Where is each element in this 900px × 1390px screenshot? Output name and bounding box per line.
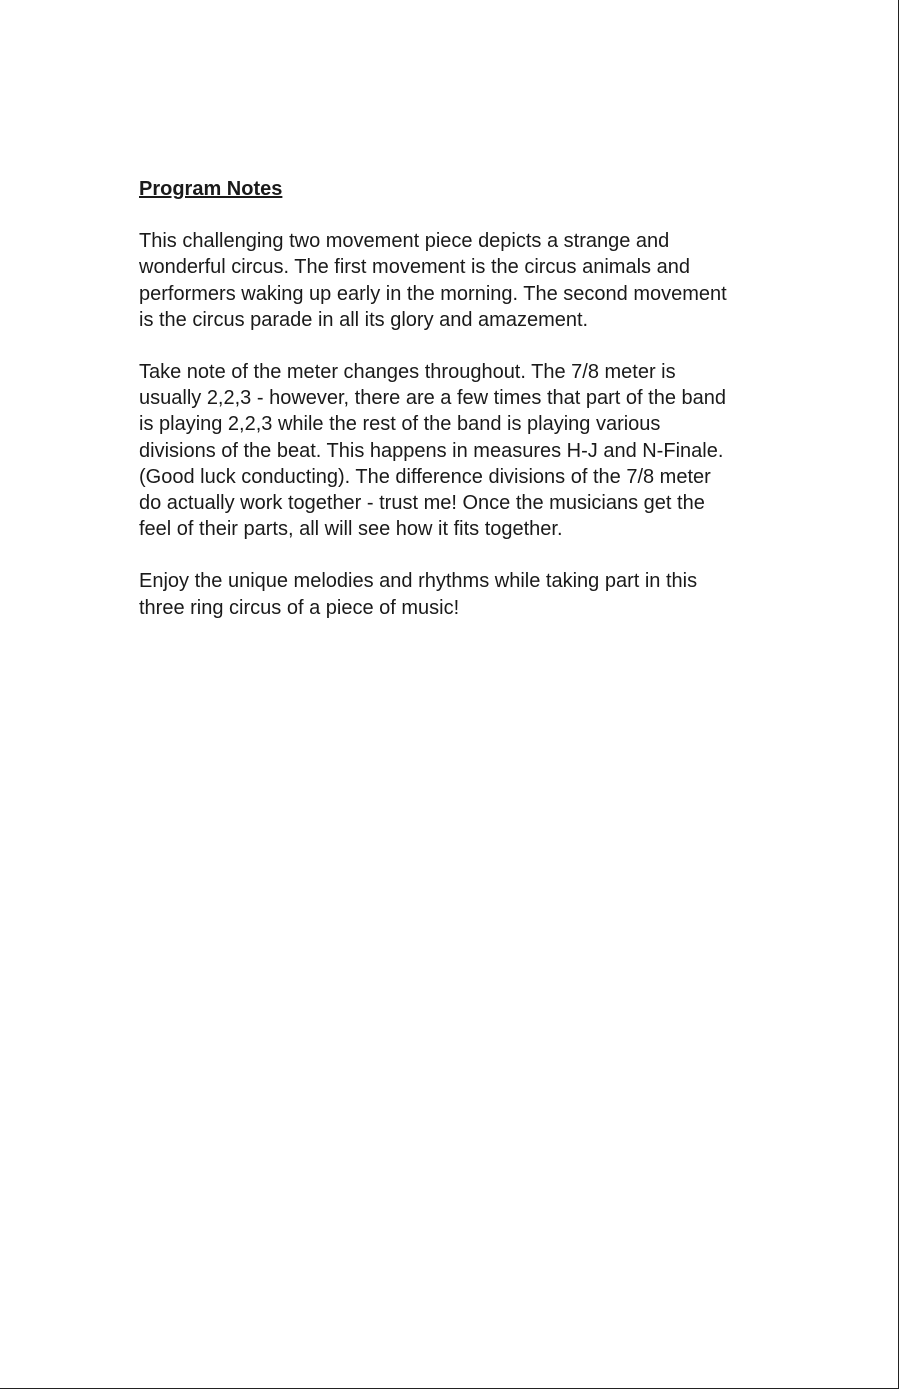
paragraph-line: feel of their parts, all will see how it fits together. xyxy=(139,518,563,541)
paragraph-line: three ring circus of a piece of music! xyxy=(139,596,460,619)
paragraph-line: wonderful circus. The first movement is the circus animals and xyxy=(139,256,690,279)
paragraph-3 xyxy=(139,568,839,620)
paragraph-line: (Good luck conducting). The difference divisions of the 7/8 meter xyxy=(139,465,711,488)
paragraph-line: is the circus parade in all its glory and amazement. xyxy=(139,308,589,331)
paragraph-2 xyxy=(139,359,839,542)
paragraph-line: Take note of the meter changes throughout. The 7/8 meter is xyxy=(139,361,676,384)
paragraph-line: do actually work together - trust me! Once the musicians get the xyxy=(139,492,705,515)
paragraph-line: Enjoy the unique melodies and rhythms while taking part in this xyxy=(139,570,698,593)
paragraph-line: This challenging two movement piece depicts a strange and xyxy=(139,230,670,253)
paragraph-line: usually 2,2,3 - however, there are a few times that part of the band xyxy=(139,387,727,410)
paragraph-1 xyxy=(139,228,839,333)
paragraph-line: is playing 2,2,3 while the rest of the band is playing various xyxy=(139,413,661,436)
document-content xyxy=(139,176,839,647)
paragraph-line: divisions of the beat. This happens in measures H-J and N-Finale. xyxy=(139,439,724,462)
paragraph-line: performers waking up early in the morning. The second movement xyxy=(139,282,727,305)
document-title: Program Notes xyxy=(139,178,283,200)
